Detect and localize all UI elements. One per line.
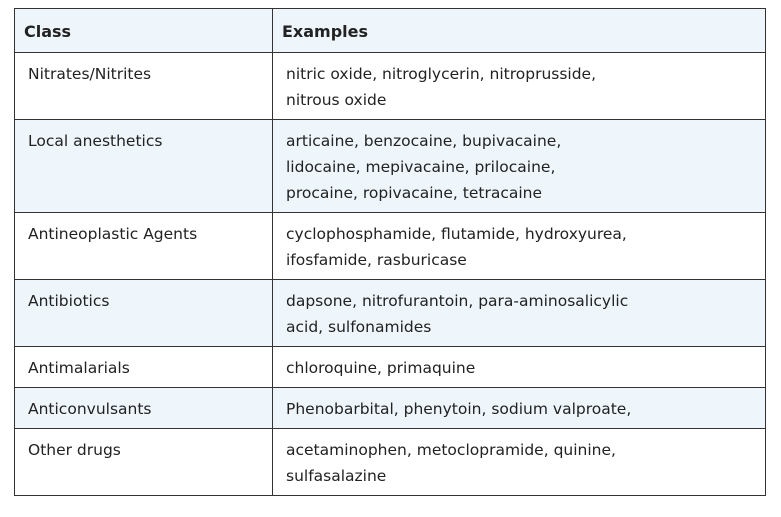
- table-header-row: [15, 9, 766, 53]
- table-row: [15, 53, 766, 120]
- header-examples: Examples: [273, 9, 766, 53]
- class-cell: Other drugs: [15, 429, 273, 496]
- examples-cell: [273, 388, 766, 429]
- header-class: Class: [15, 9, 273, 53]
- table-row: [15, 429, 766, 496]
- table-row: [15, 388, 766, 429]
- examples-line: lidocaine, mepivacaine, prilocaine,: [286, 158, 556, 176]
- class-cell: Nitrates/Nitrites: [15, 53, 273, 120]
- drug-class-table-container: [14, 8, 765, 496]
- examples-line: cyclophosphamide, flutamide, hydroxyurea,: [286, 225, 627, 243]
- examples-line: acetaminophen, metoclopramide, quinine,: [286, 441, 616, 459]
- examples-line: acid, sulfonamides: [286, 318, 432, 336]
- table-row: [15, 280, 766, 347]
- table-row: [15, 213, 766, 280]
- examples-line: Phenobarbital, phenytoin, sodium valproate,: [286, 400, 632, 418]
- examples-line: ifosfamide, rasburicase: [286, 251, 467, 269]
- class-cell: Antimalarials: [15, 347, 273, 388]
- table-row: [15, 120, 766, 213]
- class-cell: Antineoplastic Agents: [15, 213, 273, 280]
- examples-cell: [273, 213, 766, 280]
- examples-line: articaine, benzocaine, bupivacaine,: [286, 132, 562, 150]
- examples-cell: [273, 347, 766, 388]
- examples-line: nitric oxide, nitroglycerin, nitroprusside,: [286, 65, 597, 83]
- examples-cell: [273, 280, 766, 347]
- class-cell: Local anesthetics: [15, 120, 273, 213]
- examples-line: dapsone, nitrofurantoin, para-aminosalicylic: [286, 292, 629, 310]
- examples-line: sulfasalazine: [286, 467, 387, 485]
- examples-line: nitrous oxide: [286, 91, 387, 109]
- class-cell: Antibiotics: [15, 280, 273, 347]
- table-row: [15, 347, 766, 388]
- examples-cell: [273, 53, 766, 120]
- examples-cell: [273, 429, 766, 496]
- examples-line: chloroquine, primaquine: [286, 359, 476, 377]
- examples-line: procaine, ropivacaine, tetracaine: [286, 184, 543, 202]
- drug-class-table: [14, 8, 766, 496]
- class-cell: Anticonvulsants: [15, 388, 273, 429]
- examples-cell: [273, 120, 766, 213]
